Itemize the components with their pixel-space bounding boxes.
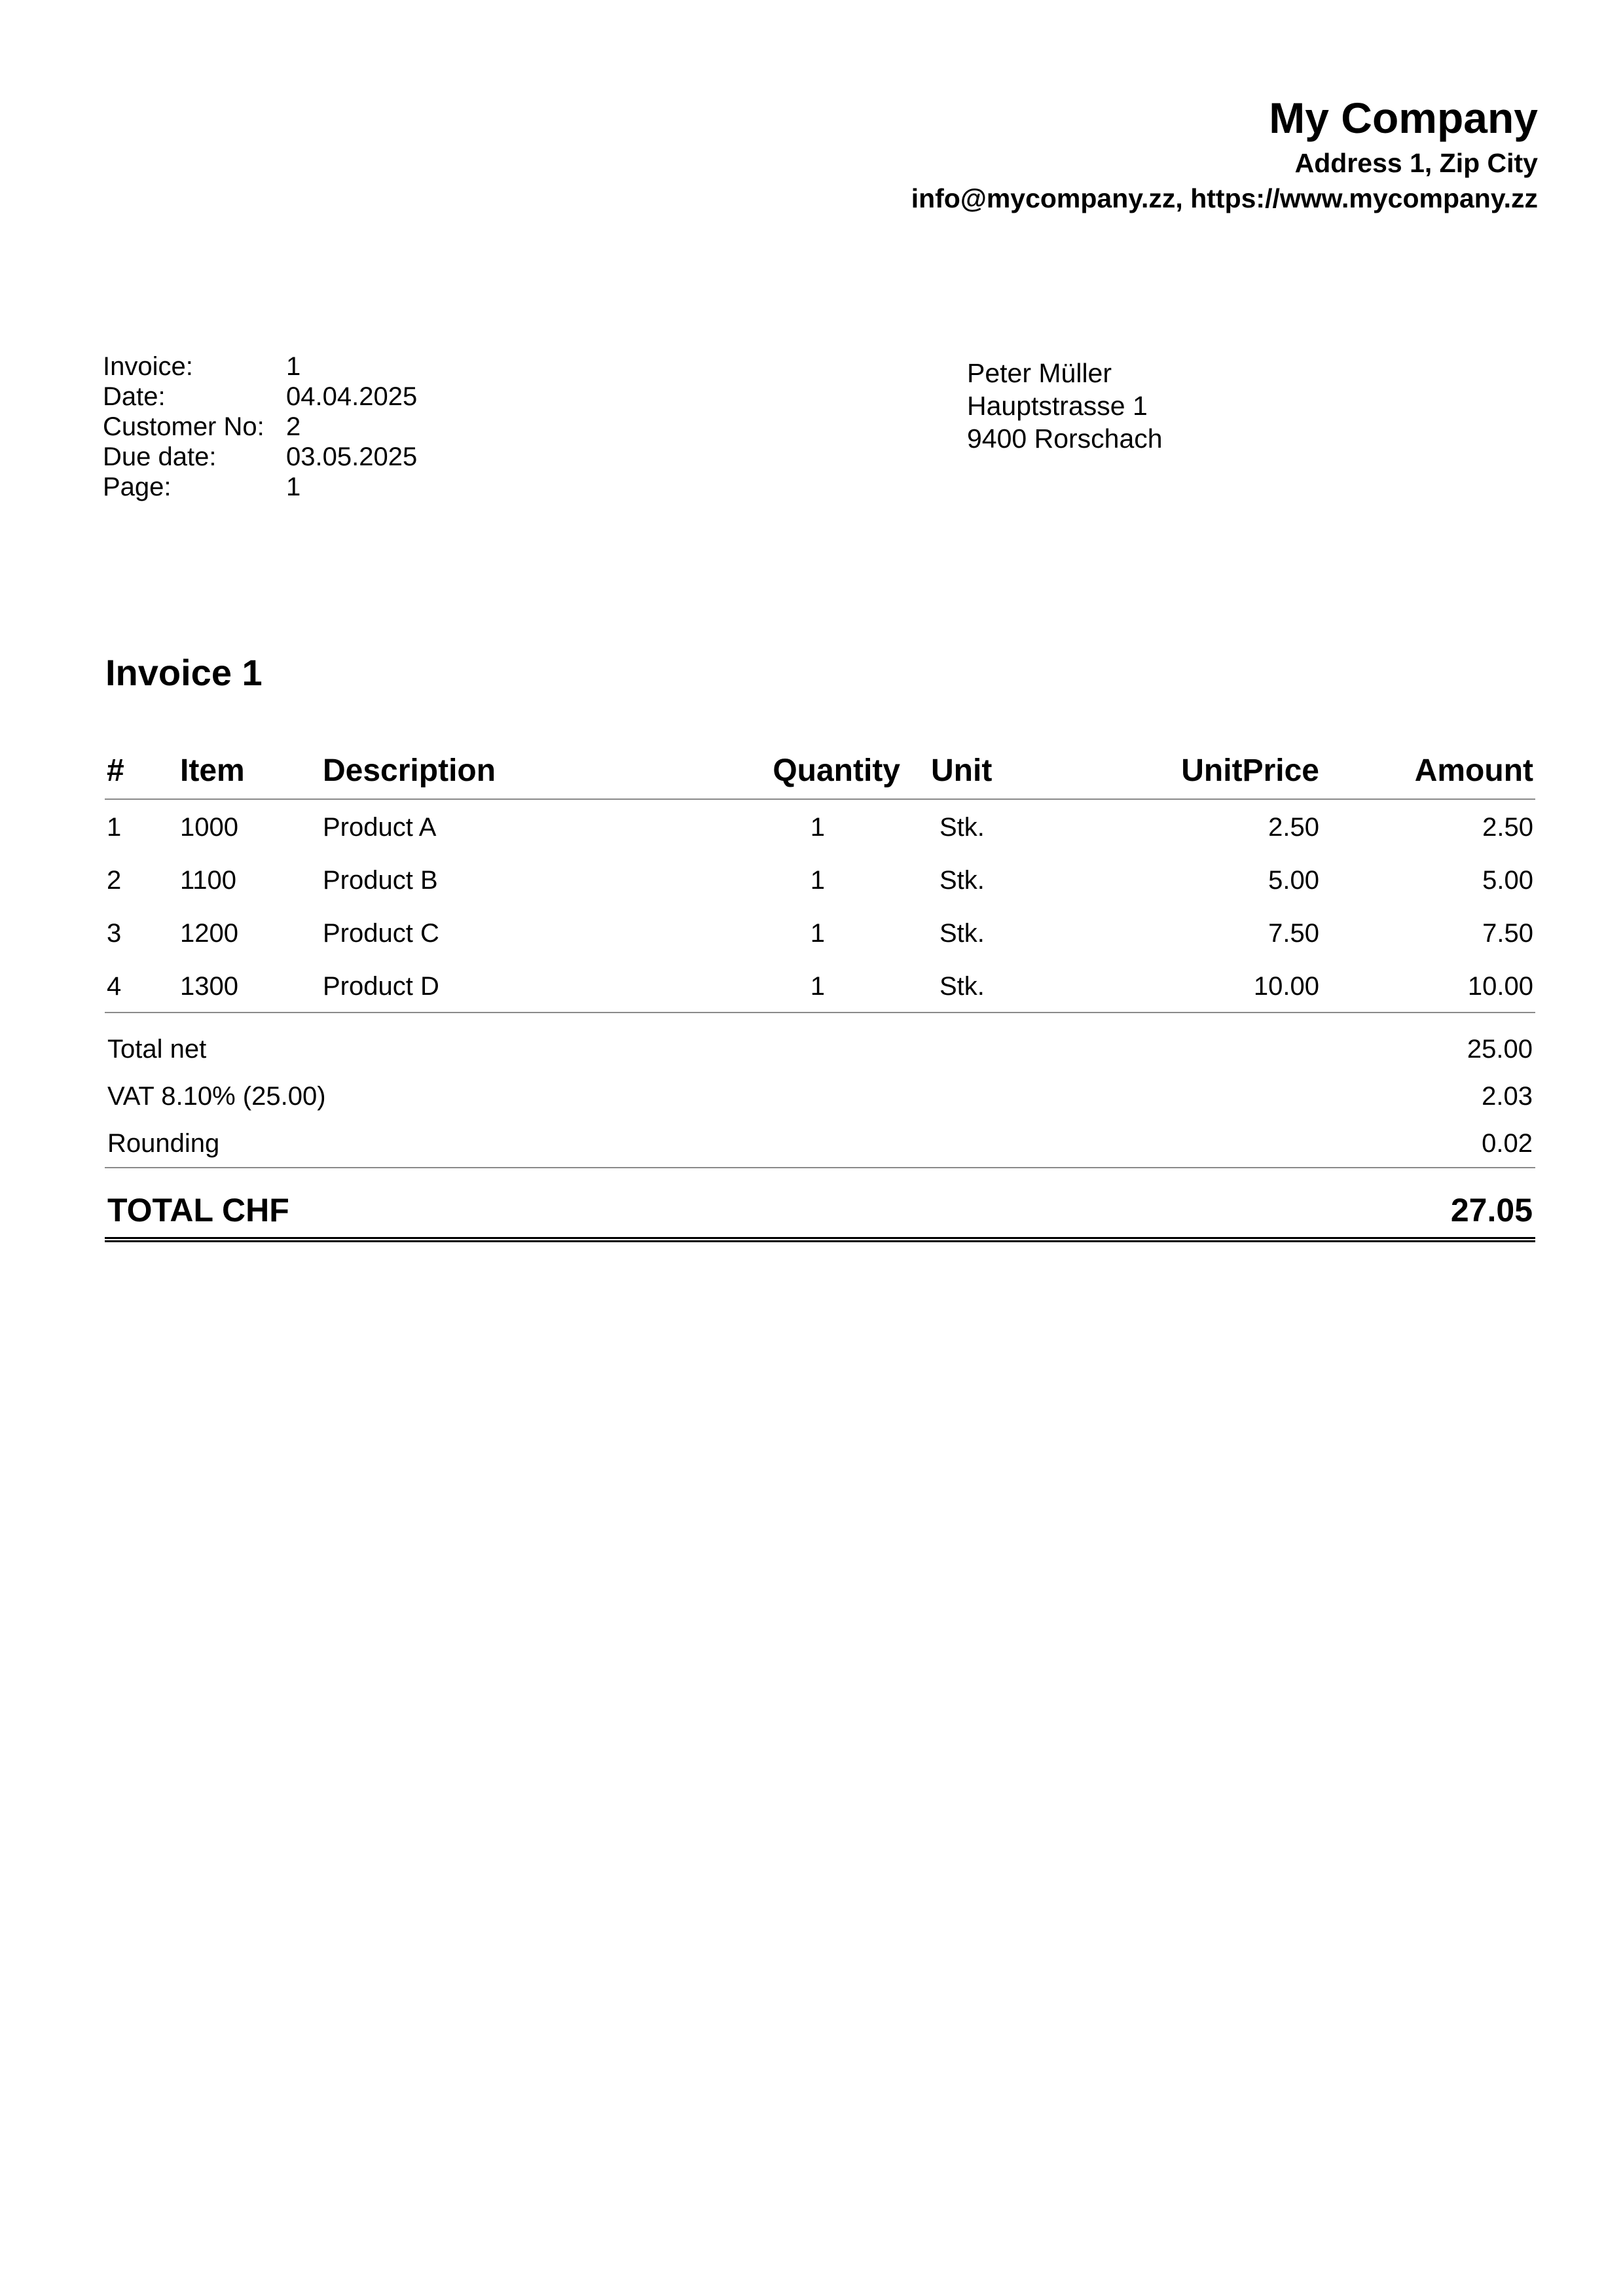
header-unit: Unit <box>931 753 993 788</box>
company-name: My Company <box>1269 94 1538 142</box>
row-item: 1200 <box>180 919 238 948</box>
invoice-meta <box>103 351 417 502</box>
total-net-row <box>105 1026 1535 1073</box>
company-contact: info@mycompany.zz, https://www.mycompany.zz <box>911 183 1538 213</box>
meta-value: 1 <box>286 352 301 381</box>
row-description: Product A <box>323 813 437 842</box>
row-unit: Stk. <box>939 919 985 948</box>
table-row <box>105 853 1535 906</box>
row-unit: Stk. <box>939 972 985 1001</box>
meta-label: Page: <box>103 473 172 501</box>
header-item: Item <box>180 753 245 788</box>
table-row <box>105 906 1535 959</box>
total-net-label: Total net <box>107 1035 207 1064</box>
row-quantity: 1 <box>810 919 825 948</box>
row-unit-price: 2.50 <box>1268 813 1319 842</box>
row-description: Product B <box>323 866 438 895</box>
grand-total-row <box>105 1186 1535 1242</box>
row-no: 4 <box>107 972 122 1001</box>
row-item: 1100 <box>180 866 237 895</box>
total-net-value: 25.00 <box>1467 1035 1533 1064</box>
row-quantity: 1 <box>810 813 825 842</box>
meta-value: 03.05.2025 <box>286 442 418 471</box>
table-row <box>105 959 1535 1013</box>
row-unit-price: 5.00 <box>1268 866 1319 895</box>
grand-total-label: TOTAL CHF <box>107 1192 289 1229</box>
company-header <box>911 90 1538 216</box>
row-unit: Stk. <box>939 813 985 842</box>
meta-row-customer-no <box>103 412 417 442</box>
meta-label: Due date: <box>103 442 217 471</box>
meta-row-due-date <box>103 442 417 472</box>
meta-label: Customer No: <box>103 412 264 441</box>
meta-value: 04.04.2025 <box>286 382 418 411</box>
meta-value: 1 <box>286 473 301 501</box>
meta-label: Invoice: <box>103 352 193 381</box>
row-amount: 7.50 <box>1482 919 1533 948</box>
rounding-row <box>105 1120 1535 1168</box>
invoice-title: Invoice 1 <box>105 652 263 693</box>
header-no: # <box>107 753 124 788</box>
row-quantity: 1 <box>810 972 825 1001</box>
totals-section <box>105 1026 1535 1168</box>
row-description: Product D <box>323 972 439 1001</box>
rounding-value: 0.02 <box>1482 1129 1533 1158</box>
company-address: Address 1, Zip City <box>1294 148 1538 178</box>
row-amount: 2.50 <box>1482 813 1533 842</box>
table-row <box>105 800 1535 853</box>
row-unit-price: 10.00 <box>1253 972 1319 1001</box>
row-unit: Stk. <box>939 866 985 895</box>
table-header <box>105 751 1535 800</box>
row-amount: 10.00 <box>1467 972 1533 1001</box>
customer-name: Peter Müller <box>967 358 1112 388</box>
meta-value: 2 <box>286 412 301 441</box>
meta-label: Date: <box>103 382 166 411</box>
rounding-label: Rounding <box>107 1129 220 1158</box>
row-no: 1 <box>107 813 122 842</box>
meta-row-invoice <box>103 351 417 382</box>
customer-city: 9400 Rorschach <box>967 423 1163 454</box>
meta-row-page <box>103 472 417 502</box>
customer-street: Hauptstrasse 1 <box>967 391 1148 421</box>
customer-address <box>967 357 1163 455</box>
row-item: 1000 <box>180 813 238 842</box>
row-unit-price: 7.50 <box>1268 919 1319 948</box>
vat-label: VAT 8.10% (25.00) <box>107 1082 326 1111</box>
row-description: Product C <box>323 919 439 948</box>
row-no: 2 <box>107 866 122 895</box>
row-amount: 5.00 <box>1482 866 1533 895</box>
vat-value: 2.03 <box>1482 1082 1533 1111</box>
items-table <box>105 751 1535 1013</box>
vat-row <box>105 1073 1535 1120</box>
row-quantity: 1 <box>810 866 825 895</box>
grand-total-value: 27.05 <box>1450 1192 1533 1229</box>
row-no: 3 <box>107 919 122 948</box>
header-quantity: Quantity <box>773 753 900 788</box>
row-item: 1300 <box>180 972 238 1001</box>
header-unit-price: UnitPrice <box>1181 753 1319 788</box>
header-amount: Amount <box>1414 753 1533 788</box>
meta-row-date <box>103 382 417 412</box>
header-description: Description <box>323 753 496 788</box>
